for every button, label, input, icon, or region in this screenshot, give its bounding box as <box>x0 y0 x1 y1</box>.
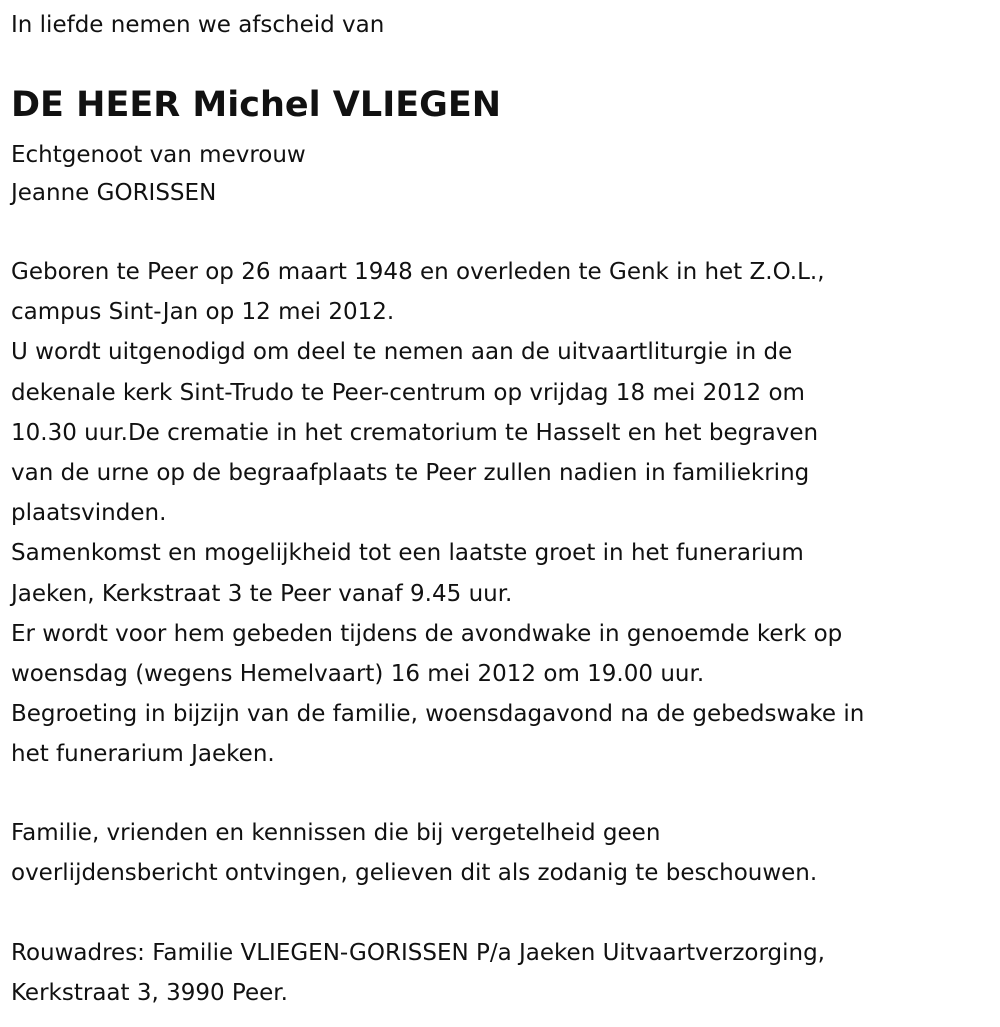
address-line: Rouwadres: Familie VLIEGEN-GORISSEN P/a Jaeken Uitvaartverzorging, <box>11 940 825 966</box>
body-line: Begroeting in bijzijn van de familie, woensdagavond na de gebedswake in <box>11 701 865 728</box>
notice-line: overlijdensbericht ontvingen, gelieven dit als zodanig te beschouwen. <box>11 860 818 886</box>
address-line: Kerkstraat 3, 3990 Peer. <box>11 980 288 1006</box>
body-line: woensdag (wegens Hemelvaart) 16 mei 2012 om 19.00 uur. <box>11 661 705 687</box>
deceased-name: DE HEER Michel VLIEGEN <box>11 85 502 125</box>
body-line: campus Sint-Jan op 12 mei 2012. <box>11 299 395 326</box>
body-line: plaatsvinden. <box>11 500 167 527</box>
body-line: Samenkomst en mogelijkheid tot een laatste groet in het funerarium <box>11 540 804 567</box>
intro-text: In liefde nemen we afscheid van <box>11 12 385 38</box>
body-line: Er wordt voor hem gebeden tijdens de avondwake in genoemde kerk op <box>11 620 843 647</box>
body-line: 10.30 uur.De crematie in het crematorium te Hasselt en het begraven <box>11 419 819 446</box>
body-line: het funerarium Jaeken. <box>11 741 275 768</box>
body-line: U wordt uitgenodigd om deel te nemen aan de uitvaartliturgie in de <box>11 339 793 366</box>
body-line: dekenale kerk Sint-Trudo te Peer-centrum op vrijdag 18 mei 2012 om <box>11 379 805 406</box>
body-line: Jaeken, Kerkstraat 3 te Peer vanaf 9.45 uur. <box>11 580 513 607</box>
body-line: Geboren te Peer op 26 maart 1948 en overleden te Genk in het Z.O.L., <box>11 259 825 285</box>
notice-line: Familie, vrienden en kennissen die bij vergetelheid geen <box>11 820 661 846</box>
spouse-line: Jeanne GORISSEN <box>11 180 217 206</box>
body-line: van de urne op de begraafplaats te Peer zullen nadien in familiekring <box>11 460 810 486</box>
spouse-line: Echtgenoot van mevrouw <box>11 142 306 168</box>
